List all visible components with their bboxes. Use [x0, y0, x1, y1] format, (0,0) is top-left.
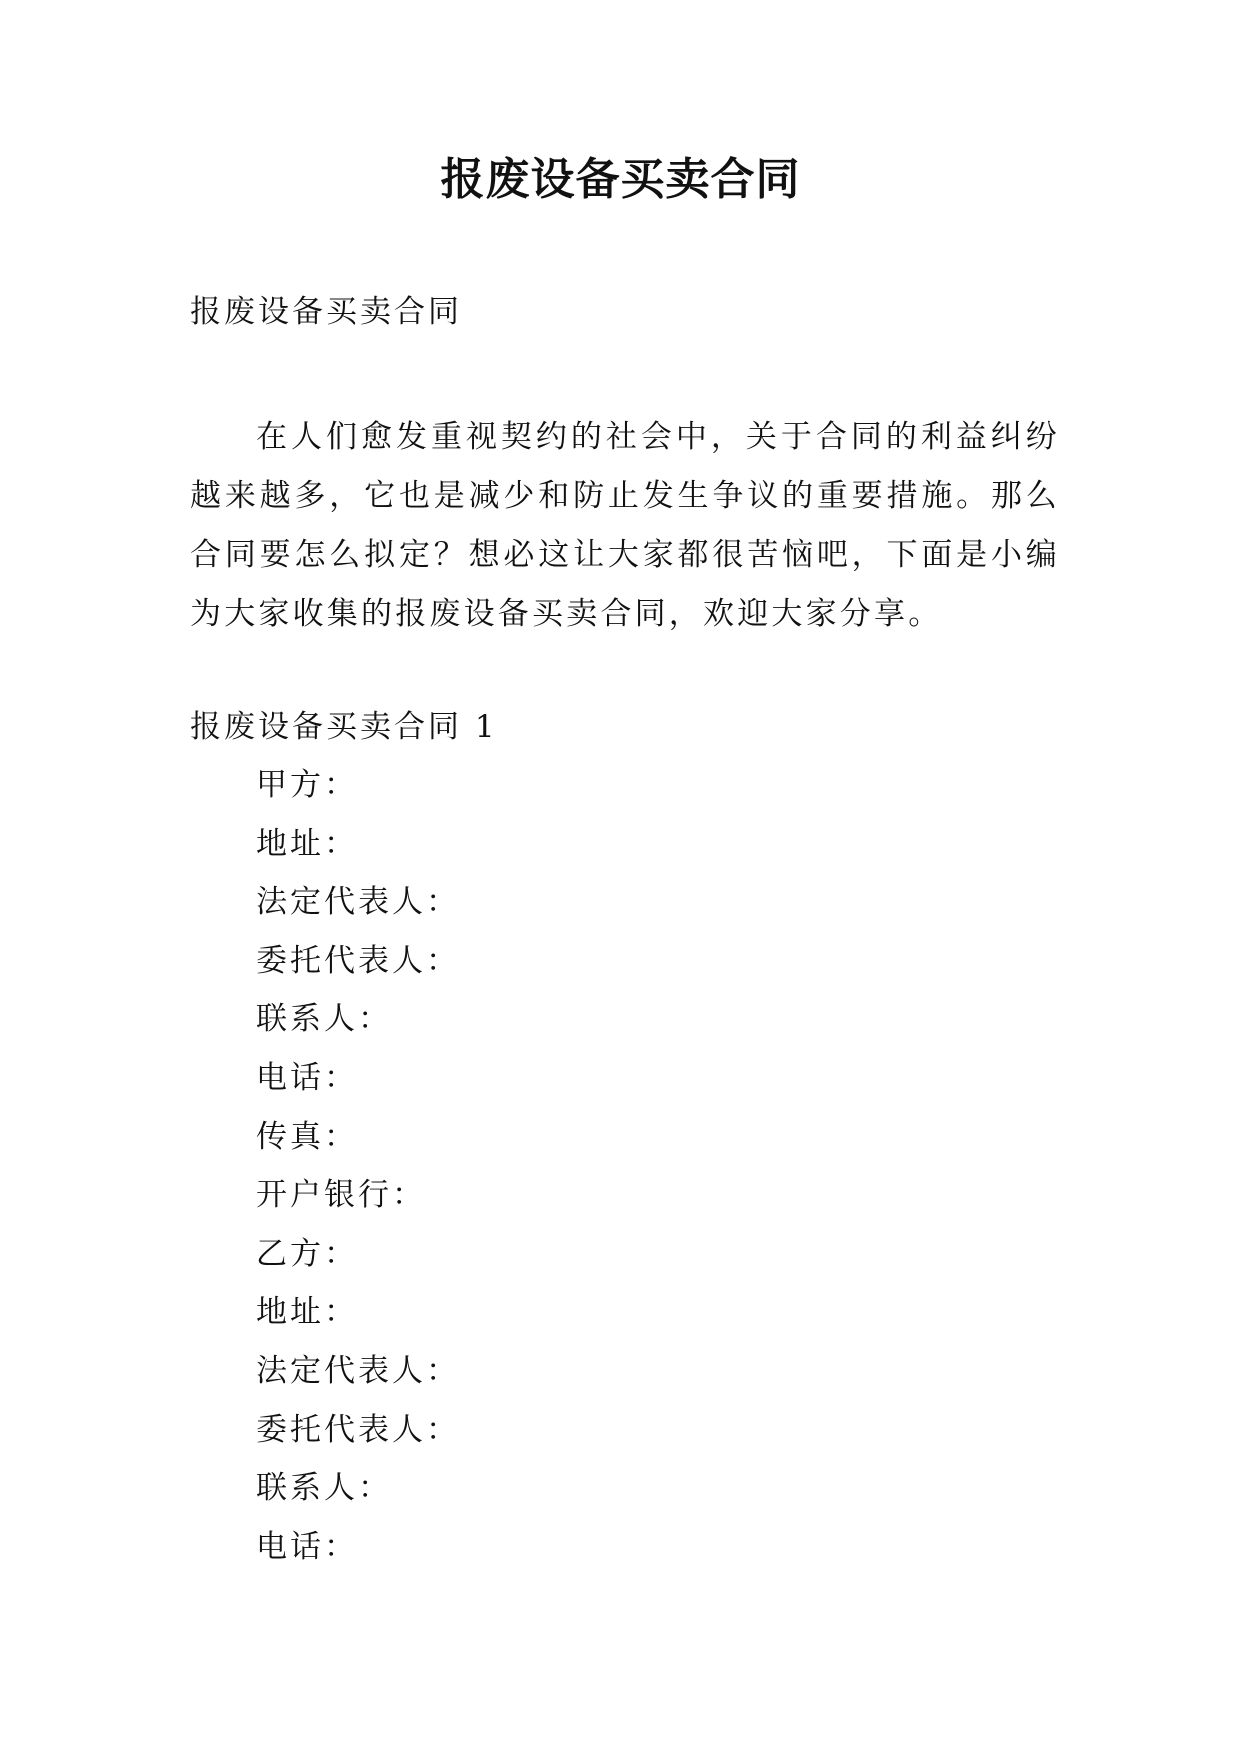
field-party-a-legal-rep: 法定代表人： [256, 884, 460, 921]
field-party-a: 甲方： [256, 767, 358, 803]
field-party-b-authorized-rep: 委托代表人： [256, 1411, 460, 1448]
field-party-a-fax: 传真： [256, 1118, 358, 1155]
field-party-a-bank: 开户银行： [256, 1177, 426, 1214]
document-title: 报废设备买卖合同 [440, 154, 801, 205]
field-party-a-address: 地址： [256, 825, 358, 862]
field-party-b-legal-rep: 法定代表人： [256, 1352, 460, 1389]
intro-paragraph: 在人们愈发重视契约的社会中，关于合同的利益纠纷越来越多，它也是减少和防止发生争议的重要措施。那么合同要怎么拟定？想必这让大家都很苦恼吧，下面是小编为大家收集的报废设备买卖合同，欢迎大家分享。 [190, 419, 1060, 632]
field-party-b: 乙方： [256, 1235, 358, 1272]
field-party-a-phone: 电话： [256, 1059, 358, 1096]
field-party-a-authorized-rep: 委托代表人： [256, 942, 460, 979]
party-fields-list [256, 756, 460, 1576]
field-party-b-phone: 电话： [256, 1528, 358, 1565]
field-party-b-address: 地址： [256, 1294, 358, 1331]
section-heading: 报废设备买卖合同 1 [190, 709, 498, 745]
field-party-a-contact: 联系人： [256, 1001, 392, 1038]
field-party-b-contact: 联系人： [256, 1470, 392, 1507]
document-subtitle: 报废设备买卖合同 [190, 294, 462, 330]
